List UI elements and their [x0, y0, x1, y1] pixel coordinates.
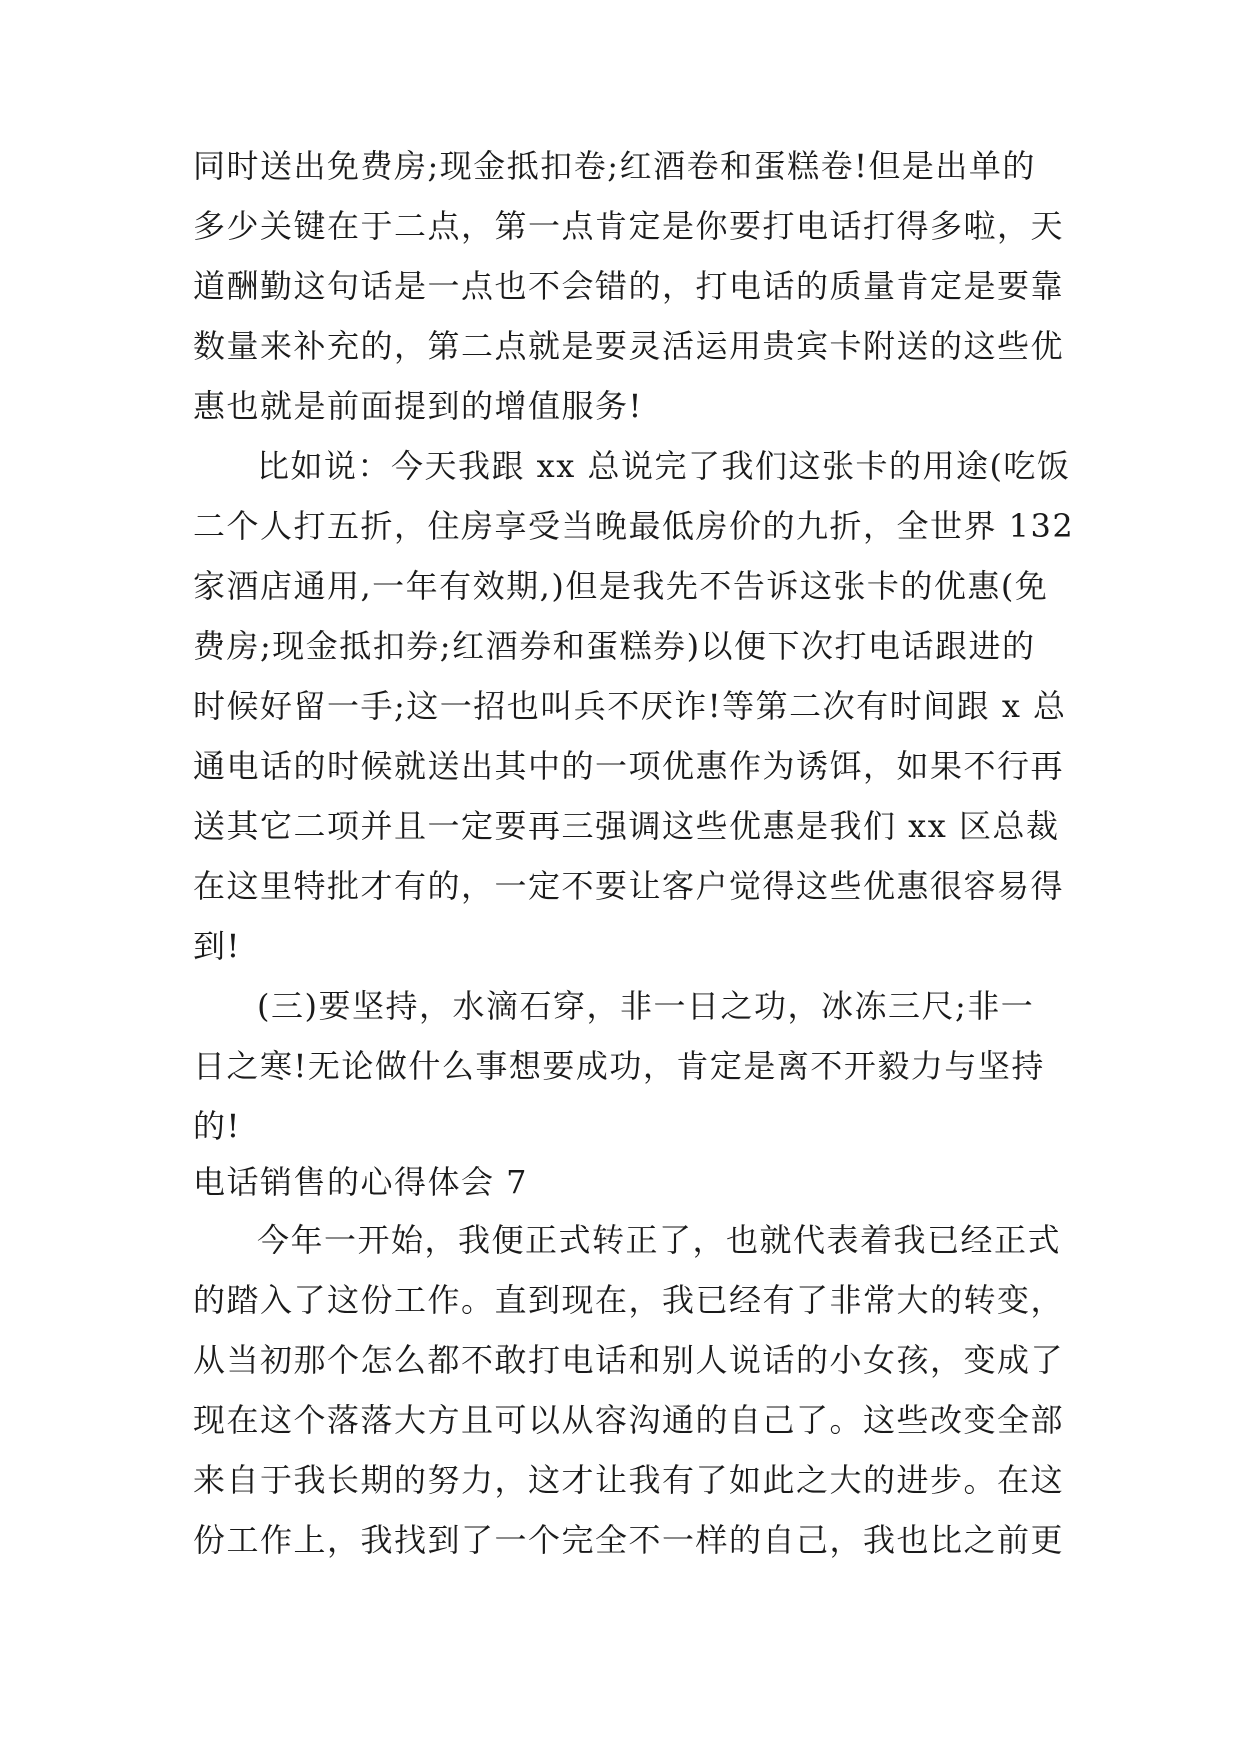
text-line: 份工作上，我找到了一个完全不一样的自己，我也比之前更	[193, 1521, 1065, 1559]
text-line: 从当初那个怎么都不敢打电话和别人说话的小女孩，变成了	[193, 1341, 1065, 1379]
text-line: 的踏入了这份工作。直到现在，我已经有了非常大的转变，	[193, 1281, 1065, 1319]
text-line: 的!	[193, 1107, 241, 1145]
text-line: 费房;现金抵扣券;红酒券和蛋糕券)以便下次打电话跟进的	[193, 627, 1036, 665]
text-line: 道酬勤这句话是一点也不会错的，打电话的质量肯定是要靠	[193, 267, 1065, 305]
text-line: 通电话的时候就送出其中的一项优惠作为诱饵，如果不行再	[193, 747, 1065, 785]
text-line: 送其它二项并且一定要再三强调这些优惠是我们 xx 区总裁	[193, 807, 1060, 845]
text-line: 比如说：今天我跟 xx 总说完了我们这张卡的用途(吃饭	[257, 447, 1071, 485]
text-line: 时候好留一手;这一招也叫兵不厌诈!等第二次有时间跟 x 总	[193, 687, 1067, 725]
text-line: 二个人打五折，住房享受当晚最低房价的九折，全世界 132	[193, 507, 1075, 545]
text-line: 数量来补充的，第二点就是要灵活运用贵宾卡附送的这些优	[193, 327, 1065, 365]
text-line: 多少关键在于二点，第一点肯定是你要打电话打得多啦，天	[193, 207, 1065, 245]
text-line: (三)要坚持，水滴石穿，非一日之功，冰冻三尺;非一	[257, 987, 1035, 1025]
section-heading: 电话销售的心得体会 7	[193, 1163, 529, 1201]
text-line: 同时送出免费房;现金抵扣卷;红酒卷和蛋糕卷!但是出单的	[193, 147, 1036, 185]
text-line: 家酒店通用,一年有效期,)但是我先不告诉这张卡的优惠(免	[193, 567, 1049, 605]
text-line: 惠也就是前面提到的增值服务!	[193, 387, 643, 425]
text-line: 来自于我长期的努力，这才让我有了如此之大的进步。在这	[193, 1461, 1065, 1499]
text-line: 今年一开始，我便正式转正了，也就代表着我已经正式	[257, 1221, 1062, 1259]
text-line: 到!	[193, 927, 241, 965]
text-line: 日之寒!无论做什么事想要成功，肯定是离不开毅力与坚持	[193, 1047, 1045, 1085]
text-line: 现在这个落落大方且可以从容沟通的自己了。这些改变全部	[193, 1401, 1065, 1439]
text-line: 在这里特批才有的，一定不要让客户觉得这些优惠很容易得	[193, 867, 1065, 905]
